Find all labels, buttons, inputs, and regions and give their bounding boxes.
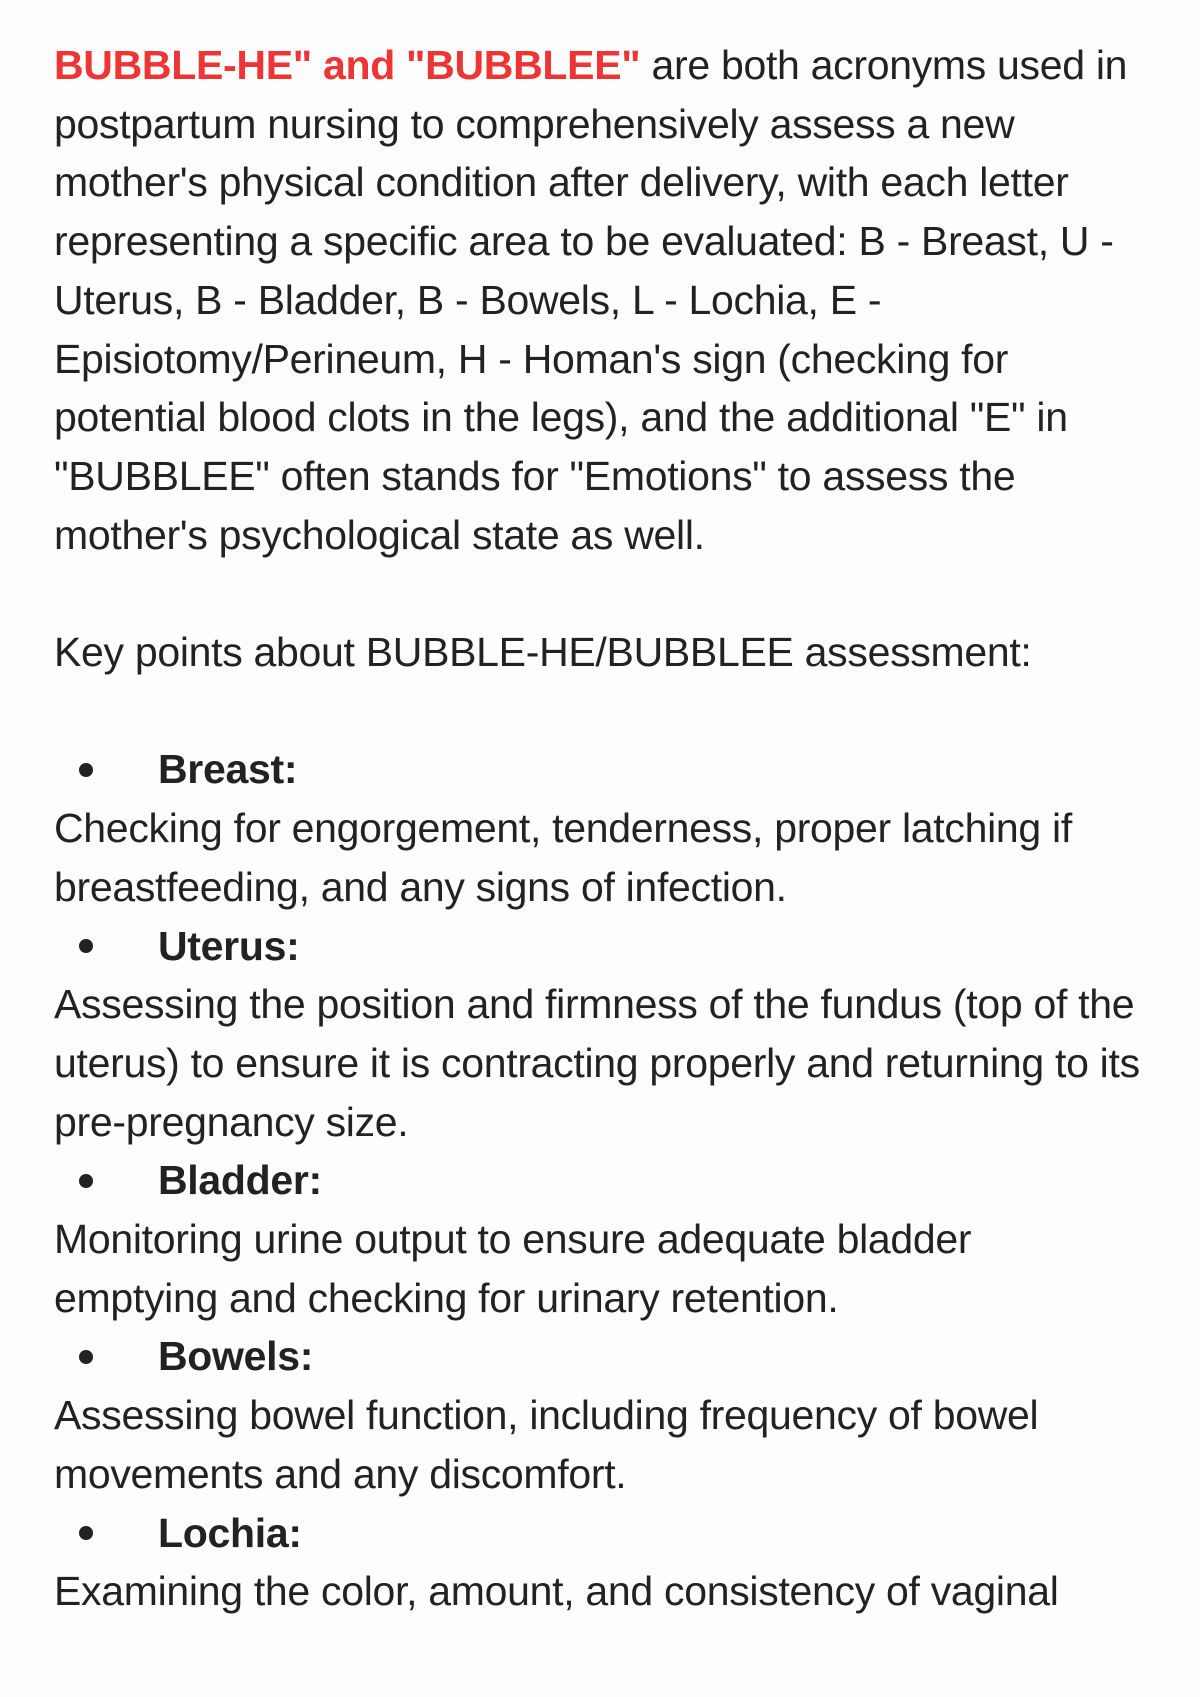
intro-paragraph xyxy=(54,36,1146,564)
item-title: Uterus: xyxy=(158,922,300,969)
assessment-list xyxy=(54,740,1146,1621)
bullet-icon xyxy=(79,1350,93,1364)
bullet-icon xyxy=(79,1174,93,1188)
key-points-heading: Key points about BUBBLE-HE/BUBBLEE assessment: xyxy=(54,629,1032,676)
acronym-highlight: BUBBLE-HE" and "BUBBLEE" xyxy=(54,42,641,88)
list-item-uterus xyxy=(54,917,1146,1152)
bullet-icon xyxy=(79,939,93,953)
item-title: Lochia: xyxy=(158,1509,302,1556)
intro-text: are both acronyms used in postpartum nursing to comprehensively assess a new mother's physical condition after delivery, with each letter representing a specific area to be evaluated: B - Breast, U - Uterus, B - Bladder, B - Bowels, L - Lochia, E - Episiotomy/Perineum, H - Homan's sign (checking for potential blood clots in the legs), and the additional "E" in "BUBBLEE" often stands for "Emotions" to assess the mother's psychological state as well. xyxy=(54,42,1128,558)
item-description: Monitoring urine output to ensure adequate bladder emptying and checking for urinary retention. xyxy=(54,1216,972,1321)
list-item-bladder xyxy=(54,1151,1146,1327)
item-description: Assessing bowel function, including frequency of bowel movements and any discomfort. xyxy=(54,1392,1039,1497)
bullet-icon xyxy=(79,1526,93,1540)
item-title: Breast: xyxy=(158,746,298,793)
bullet-icon xyxy=(79,763,93,777)
list-item-bowels xyxy=(54,1327,1146,1503)
item-title: Bowels: xyxy=(158,1333,314,1380)
item-description: Checking for engorgement, tenderness, proper latching if breastfeeding, and any signs of infection. xyxy=(54,805,1072,910)
item-description: Assessing the position and firmness of the fundus (top of the uterus) to ensure it is contracting properly and returning to its pre-pregnancy size. xyxy=(54,981,1140,1145)
list-item-breast xyxy=(54,740,1146,916)
item-title: Bladder: xyxy=(158,1157,322,1204)
list-item-lochia xyxy=(54,1504,1146,1621)
item-description: Examining the color, amount, and consistency of vaginal xyxy=(54,1568,1059,1615)
